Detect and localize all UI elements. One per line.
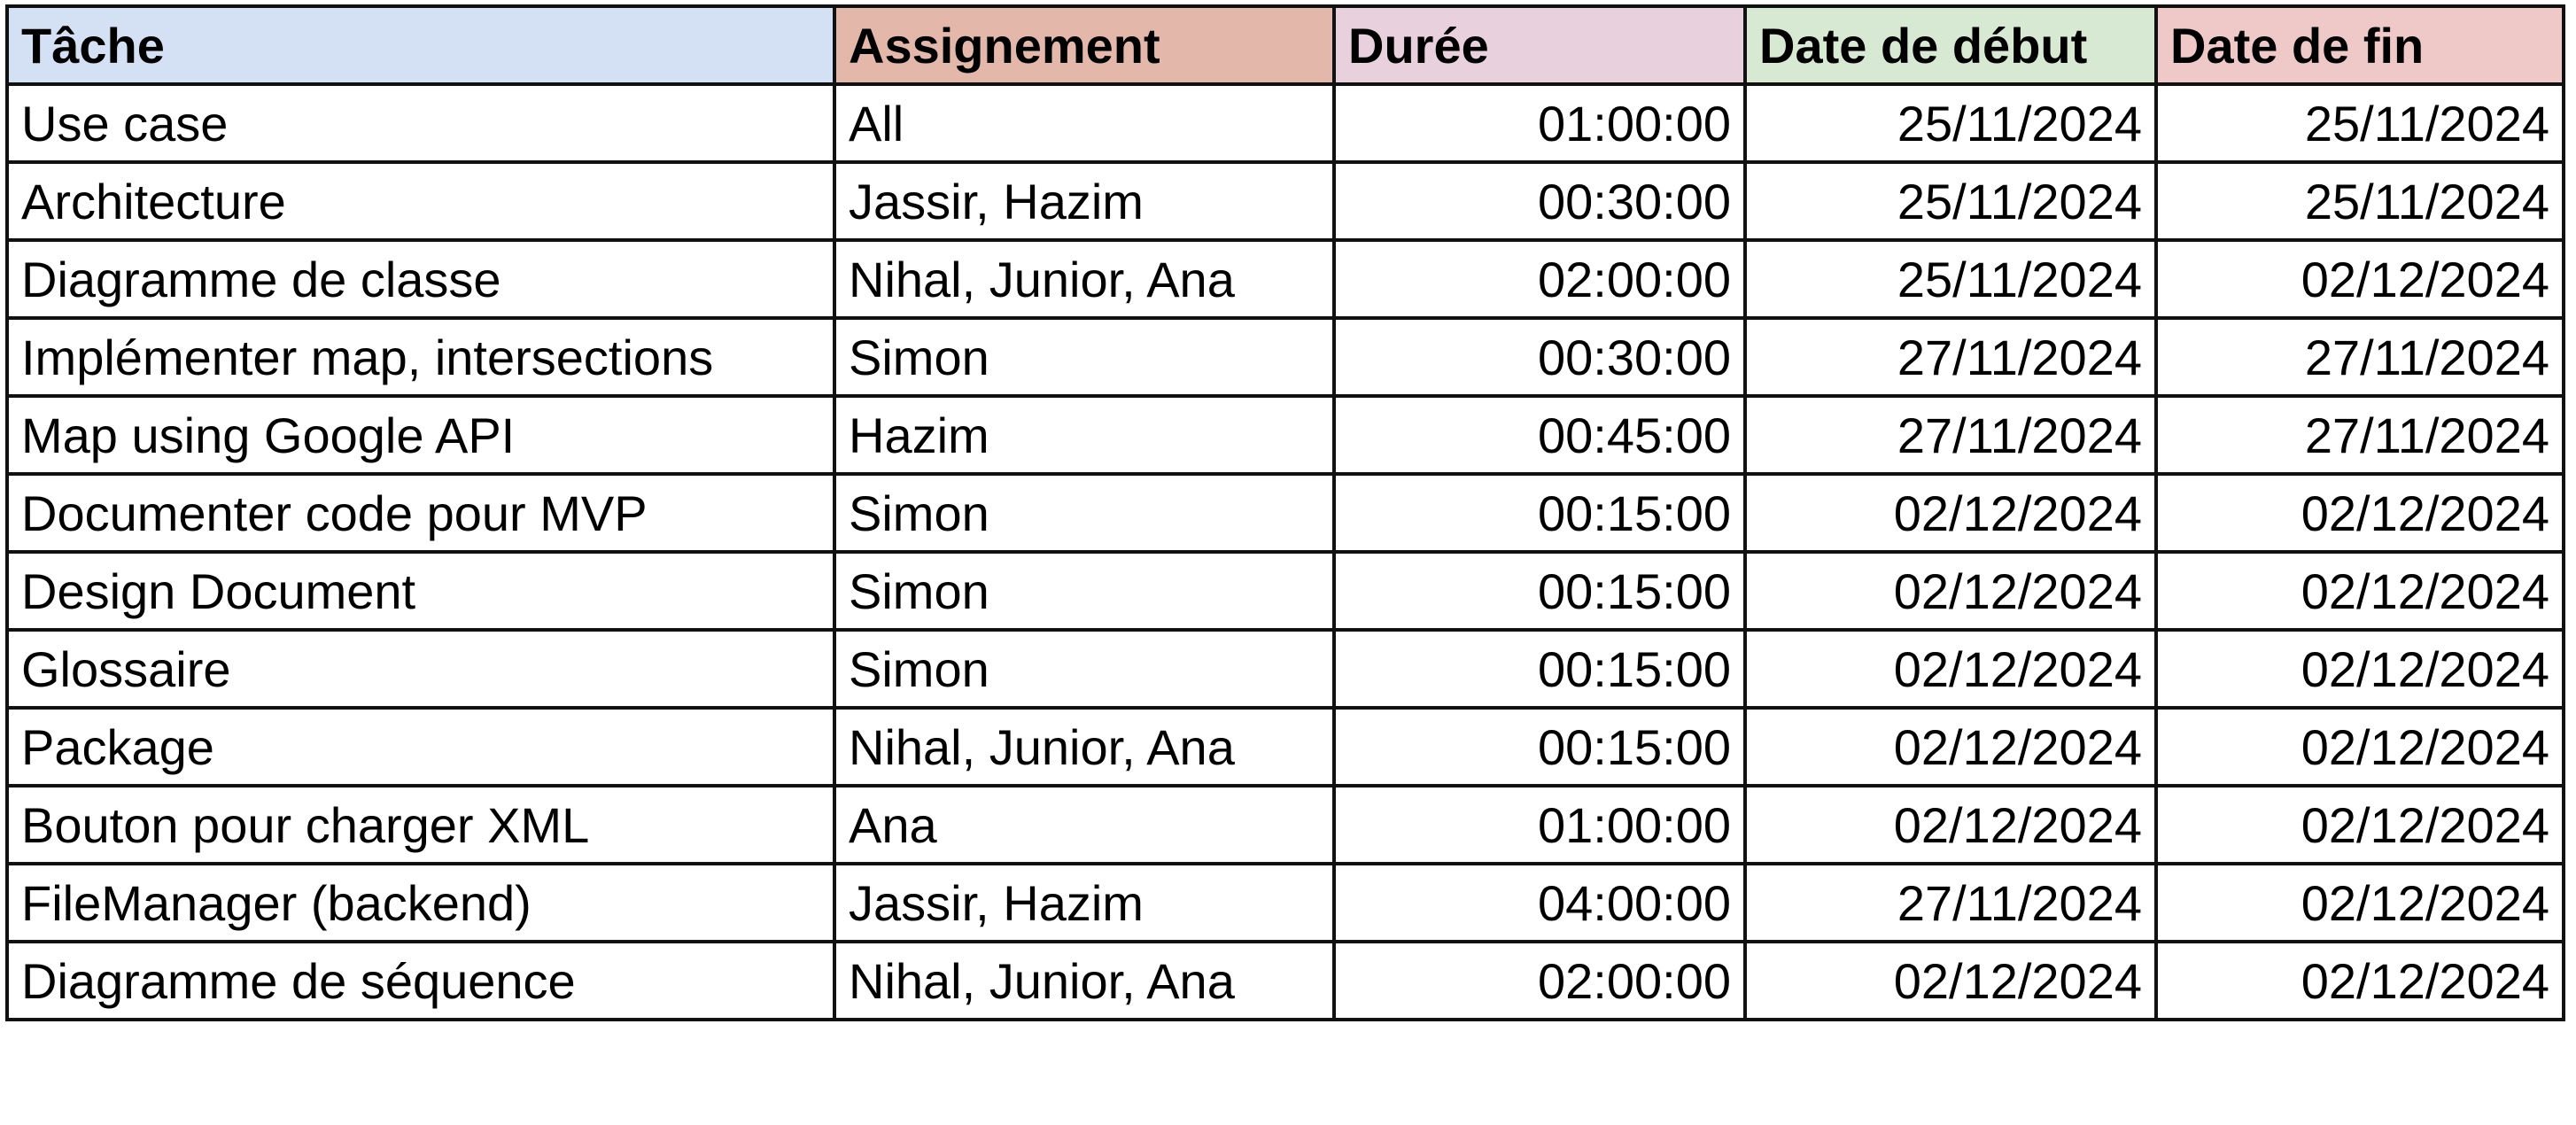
table-row	[7, 318, 2564, 396]
cell-start-date[interactable]: 27/11/2024	[1745, 396, 2156, 474]
cell-duration[interactable]: 00:45:00	[1334, 396, 1745, 474]
cell-start-date[interactable]: 02/12/2024	[1745, 552, 2156, 630]
table-row	[7, 162, 2564, 240]
cell-end-date[interactable]: 02/12/2024	[2156, 552, 2564, 630]
cell-end-date[interactable]: 02/12/2024	[2156, 240, 2564, 318]
cell-end-date[interactable]: 02/12/2024	[2156, 630, 2564, 708]
cell-task[interactable]: Glossaire	[7, 630, 834, 708]
cell-assignee[interactable]: Jassir, Hazim	[834, 162, 1334, 240]
table-row	[7, 630, 2564, 708]
table-header	[7, 6, 2564, 84]
cell-assignee[interactable]: Simon	[834, 630, 1334, 708]
table-row	[7, 942, 2564, 1020]
table-row	[7, 786, 2564, 864]
cell-assignee[interactable]: Jassir, Hazim	[834, 864, 1334, 942]
cell-start-date[interactable]: 25/11/2024	[1745, 84, 2156, 162]
cell-task[interactable]: Architecture	[7, 162, 834, 240]
cell-duration[interactable]: 00:15:00	[1334, 474, 1745, 552]
table-row	[7, 552, 2564, 630]
task-table	[5, 4, 2565, 1021]
table-row	[7, 84, 2564, 162]
cell-task[interactable]: Bouton pour charger XML	[7, 786, 834, 864]
header-assignee: Assignement	[834, 6, 1334, 84]
cell-assignee[interactable]: Nihal, Junior, Ana	[834, 240, 1334, 318]
cell-start-date[interactable]: 27/11/2024	[1745, 864, 2156, 942]
table-row	[7, 708, 2564, 786]
cell-task[interactable]: Map using Google API	[7, 396, 834, 474]
header-end-date: Date de fin	[2156, 6, 2564, 84]
cell-end-date[interactable]: 02/12/2024	[2156, 942, 2564, 1020]
cell-start-date[interactable]: 25/11/2024	[1745, 240, 2156, 318]
cell-end-date[interactable]: 02/12/2024	[2156, 708, 2564, 786]
cell-assignee[interactable]: Nihal, Junior, Ana	[834, 942, 1334, 1020]
cell-assignee[interactable]: Simon	[834, 552, 1334, 630]
cell-duration[interactable]: 02:00:00	[1334, 240, 1745, 318]
cell-end-date[interactable]: 02/12/2024	[2156, 786, 2564, 864]
table-row	[7, 864, 2564, 942]
task-table-container	[5, 4, 2565, 1021]
cell-start-date[interactable]: 02/12/2024	[1745, 708, 2156, 786]
cell-end-date[interactable]: 27/11/2024	[2156, 318, 2564, 396]
cell-end-date[interactable]: 25/11/2024	[2156, 162, 2564, 240]
cell-task[interactable]: Diagramme de classe	[7, 240, 834, 318]
cell-start-date[interactable]: 02/12/2024	[1745, 474, 2156, 552]
cell-end-date[interactable]: 25/11/2024	[2156, 84, 2564, 162]
cell-duration[interactable]: 00:15:00	[1334, 552, 1745, 630]
table-body	[7, 84, 2564, 1020]
cell-start-date[interactable]: 25/11/2024	[1745, 162, 2156, 240]
cell-task[interactable]: Implémenter map, intersections	[7, 318, 834, 396]
cell-task[interactable]: Diagramme de séquence	[7, 942, 834, 1020]
cell-duration[interactable]: 00:30:00	[1334, 162, 1745, 240]
cell-end-date[interactable]: 02/12/2024	[2156, 474, 2564, 552]
cell-end-date[interactable]: 02/12/2024	[2156, 864, 2564, 942]
cell-end-date[interactable]: 27/11/2024	[2156, 396, 2564, 474]
header-row	[7, 6, 2564, 84]
cell-assignee[interactable]: Simon	[834, 474, 1334, 552]
cell-duration[interactable]: 00:15:00	[1334, 708, 1745, 786]
cell-duration[interactable]: 02:00:00	[1334, 942, 1745, 1020]
cell-start-date[interactable]: 02/12/2024	[1745, 630, 2156, 708]
cell-duration[interactable]: 01:00:00	[1334, 84, 1745, 162]
cell-task[interactable]: Documenter code pour MVP	[7, 474, 834, 552]
cell-task[interactable]: Design Document	[7, 552, 834, 630]
header-duration: Durée	[1334, 6, 1745, 84]
cell-assignee[interactable]: Hazim	[834, 396, 1334, 474]
header-start-date: Date de début	[1745, 6, 2156, 84]
table-row	[7, 474, 2564, 552]
cell-start-date[interactable]: 02/12/2024	[1745, 942, 2156, 1020]
cell-duration[interactable]: 01:00:00	[1334, 786, 1745, 864]
cell-duration[interactable]: 00:30:00	[1334, 318, 1745, 396]
table-row	[7, 396, 2564, 474]
table-row	[7, 240, 2564, 318]
cell-start-date[interactable]: 27/11/2024	[1745, 318, 2156, 396]
cell-duration[interactable]: 00:15:00	[1334, 630, 1745, 708]
cell-task[interactable]: Use case	[7, 84, 834, 162]
cell-duration[interactable]: 04:00:00	[1334, 864, 1745, 942]
cell-assignee[interactable]: Simon	[834, 318, 1334, 396]
cell-assignee[interactable]: Nihal, Junior, Ana	[834, 708, 1334, 786]
cell-task[interactable]: FileManager (backend)	[7, 864, 834, 942]
header-task: Tâche	[7, 6, 834, 84]
cell-assignee[interactable]: Ana	[834, 786, 1334, 864]
cell-assignee[interactable]: All	[834, 84, 1334, 162]
cell-start-date[interactable]: 02/12/2024	[1745, 786, 2156, 864]
cell-task[interactable]: Package	[7, 708, 834, 786]
